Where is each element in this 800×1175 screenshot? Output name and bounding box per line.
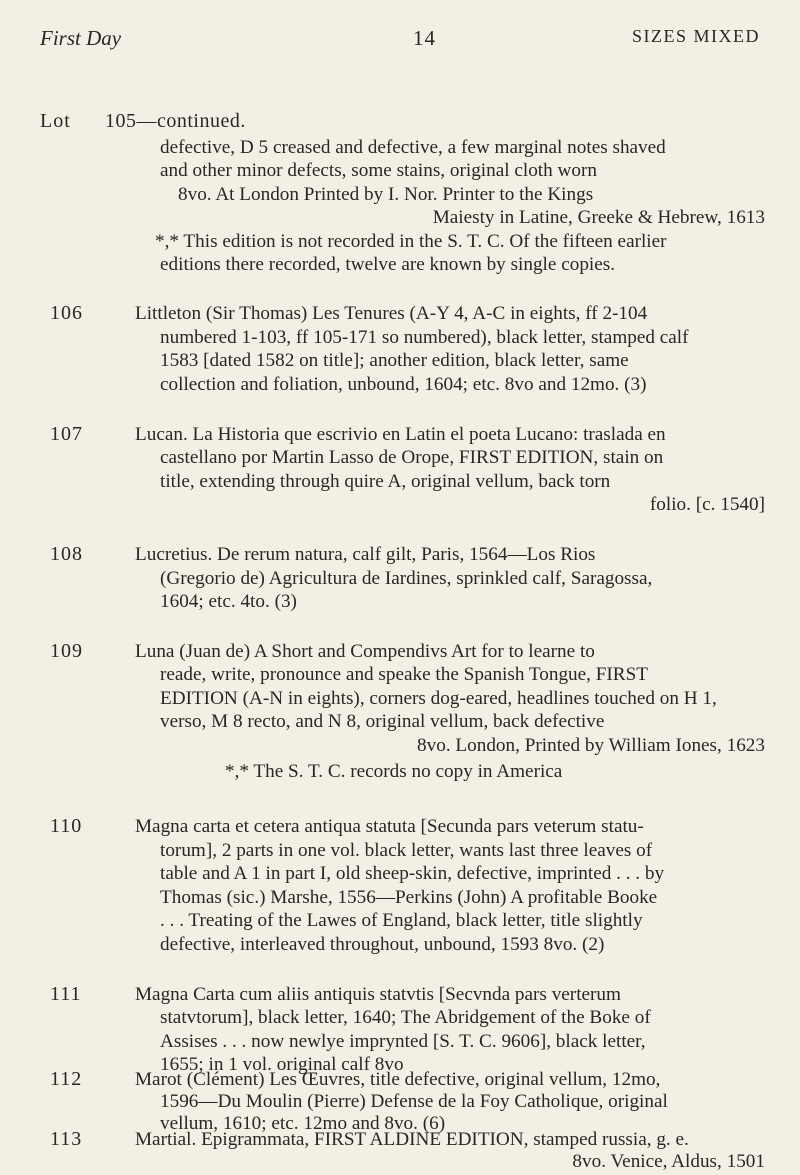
lot-note: *,* The S. T. C. records no copy in America xyxy=(225,761,563,782)
lot-line: 1655; in 1 vol. original calf 8vo xyxy=(160,1054,404,1075)
lot-line: editions there recorded, twelve are known by single copies. xyxy=(160,254,616,275)
lot-number: 113 xyxy=(50,1128,83,1150)
lot-note: *,* This edition is not recorded in the S. T. C. Of the fifteen earlier xyxy=(155,231,667,252)
lot-line: Lucretius. De rerum natura, calf gilt, Paris, 1564—Los Rios xyxy=(135,544,596,565)
lot-label: Lot xyxy=(40,110,71,132)
lot-line: (Gregorio de) Agricultura de Iardines, sprinkled calf, Saragossa, xyxy=(160,568,653,589)
lot-line: Maiesty in Latine, Greeke & Hebrew, 1613 xyxy=(432,207,765,228)
lot-line: Littleton (Sir Thomas) Les Tenures (A-Y 4, A-C in eights, ff 2-104 xyxy=(135,303,648,324)
lot-line: 1583 [dated 1582 on title]; another edition, black letter, same xyxy=(160,350,629,371)
lot-number: 109 xyxy=(50,640,83,662)
lot-line: Thomas (sic.) Marshe, 1556—Perkins (John) A profitable Booke xyxy=(160,887,658,908)
lot-line: Luna (Juan de) A Short and Compendivs Art for to learne to xyxy=(135,641,595,662)
lot-line: castellano por Martin Lasso de Orope, FIRST EDITION, stain on xyxy=(160,447,664,468)
lot-number: 108 xyxy=(50,543,83,565)
lot-line: reade, write, pronounce and speake the Spanish Tongue, FIRST xyxy=(160,664,648,685)
lot-line: EDITION (A-N in eights), corners dog-eared, headlines touched on H 1, xyxy=(160,688,717,709)
lot-line: Magna Carta cum aliis antiquis statvtis [Secvnda pars verterum xyxy=(135,984,621,1005)
lot-line: torum], 2 parts in one vol. black letter, wants last three leaves of xyxy=(160,840,653,861)
lot-line: folio. [c. 1540] xyxy=(649,494,765,515)
lot-line: . . . Treating of the Lawes of England, black letter, title slightly xyxy=(160,910,643,931)
lot-line: vellum, 1610; etc. 12mo and 8vo. (6) xyxy=(160,1113,446,1134)
lot-line: 8vo. London, Printed by William Iones, 1623 xyxy=(417,735,765,756)
lot-line: Lucan. La Historia que escrivio en Latin el poeta Lucano: traslada en xyxy=(135,424,666,445)
lot-number: 110 xyxy=(50,815,83,837)
lot-number: 107 xyxy=(50,423,83,445)
lot-line: numbered 1-103, ff 105-171 so numbered), black letter, stamped calf xyxy=(160,327,689,348)
lot-number: 111 xyxy=(50,983,82,1005)
lot-line: 1604; etc. 4to. (3) xyxy=(160,591,297,612)
lot-line: Assises . . . now newlye imprynted [S. T. C. 9606], black letter, xyxy=(160,1031,646,1052)
lot-line: collection and foliation, unbound, 1604; etc. 8vo and 12mo. (3) xyxy=(160,374,647,395)
lot-number: 112 xyxy=(50,1068,83,1090)
lot-line: 1596—Du Moulin (Pierre) Defense de la Foy Catholique, original xyxy=(160,1091,668,1112)
continued-heading: 105—continued. xyxy=(105,110,246,132)
lot-line: Martial. Epigrammata, FIRST ALDINE EDITION, stamped russia, g. e. xyxy=(135,1129,689,1150)
lot-line: title, extending through quire A, original vellum, back torn xyxy=(160,471,611,492)
lot-line: verso, M 8 recto, and N 8, original vellum, back defective xyxy=(160,711,605,732)
lot-number: 106 xyxy=(50,302,83,324)
lot-line: table and A 1 in part I, old sheep-skin, defective, imprinted . . . by xyxy=(160,863,665,884)
running-head-section: SIZES MIXED xyxy=(632,26,760,46)
lot-line: 8vo. At London Printed by I. Nor. Printer to the Kings xyxy=(178,184,594,205)
lot-line: and other minor defects, some stains, original cloth worn xyxy=(160,160,597,181)
lot-line: defective, interleaved throughout, unbound, 1593 8vo. (2) xyxy=(160,934,605,955)
running-head xyxy=(40,26,760,56)
lot-line: 8vo. Venice, Aldus, 1501 xyxy=(572,1151,765,1172)
running-head-day: First Day xyxy=(40,26,122,50)
lot-line: statvtorum], black letter, 1640; The Abridgement of the Boke of xyxy=(160,1007,651,1028)
page-number: 14 xyxy=(413,26,436,50)
lot-line: defective, D 5 creased and defective, a few marginal notes shaved xyxy=(160,137,666,158)
lot-line: Marot (Clément) Les Œuvres, title defective, original vellum, 12mo, xyxy=(135,1069,661,1090)
lot-line: Magna carta et cetera antiqua statuta [Secunda pars veterum statu- xyxy=(135,816,644,837)
